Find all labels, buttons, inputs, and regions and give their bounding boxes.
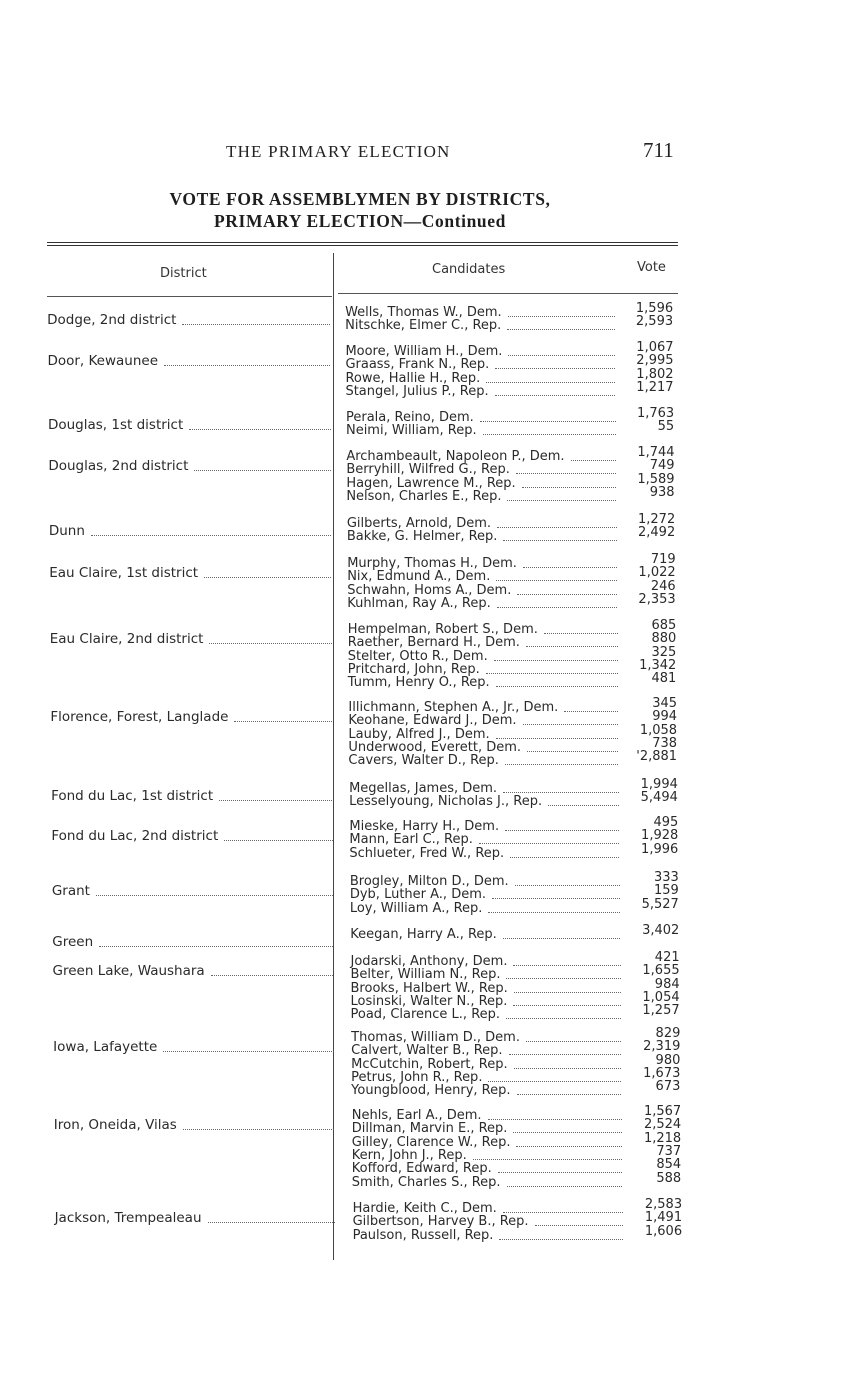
vote-count: 2,583: [644, 1197, 683, 1212]
vote-count: 980: [655, 1052, 681, 1068]
district-leader-dots: [96, 895, 333, 896]
candidate-leader-dots: [473, 1159, 622, 1160]
vote-count: 829: [655, 1026, 681, 1041]
vote-count: 325: [651, 644, 677, 660]
candidate-name: Graass, Frank N., Rep.: [345, 357, 490, 373]
column-header-district: District: [160, 266, 207, 281]
candidate-name: Neimi, William, Rep.: [345, 423, 477, 439]
candidate-leader-dots: [486, 382, 615, 383]
candidate-name: Perala, Reino, Dem.: [345, 410, 474, 425]
candidate-leader-dots: [488, 912, 619, 913]
candidate-leader-dots: [517, 1094, 622, 1095]
candidate-leader-dots: [503, 938, 620, 939]
vote-count: 2,524: [643, 1117, 682, 1133]
table-title-line-2: PRIMARY ELECTION—Continued: [214, 211, 506, 231]
top-rule-double: [47, 245, 678, 246]
candidate-leader-dots: [507, 500, 616, 501]
candidate-name: Megellas, James, Dem.: [349, 781, 498, 796]
vote-count: 1,763: [636, 406, 675, 421]
candidate-name: Bakke, G. Helmer, Rep.: [346, 529, 498, 545]
candidate-leader-dots: [513, 1132, 621, 1133]
column-header-candidates: Candidates: [432, 262, 506, 277]
vote-count: 1,058: [639, 722, 678, 738]
candidate-name: Lauby, Alfred J., Dem.: [348, 726, 490, 742]
candidate-name: Lesselyoung, Nicholas J., Rep.: [349, 794, 543, 810]
vote-count: 880: [651, 631, 677, 647]
candidate-leader-dots: [507, 1186, 622, 1187]
vote-count: 55: [657, 419, 675, 435]
vote-count: 1,218: [643, 1130, 682, 1146]
candidate-name: Mann, Earl C., Rep.: [349, 832, 473, 848]
district-leader-dots: [204, 577, 331, 578]
vote-count: 1,491: [644, 1210, 683, 1226]
candidate-name: Moore, William H., Dem.: [345, 344, 503, 359]
vote-count: 2,492: [638, 525, 676, 541]
candidate-name: Stelter, Otto R., Dem.: [347, 648, 488, 664]
candidate-name: Losinski, Walter N., Rep.: [350, 993, 508, 1009]
district-name: Fond du Lac, 2nd district: [51, 828, 219, 844]
vote-count: 938: [649, 484, 675, 500]
vote-count: 2,593: [635, 314, 674, 330]
vote-count: 1,567: [643, 1104, 682, 1119]
vote-count: 994: [652, 709, 678, 725]
candidate-name: Belter, William N., Rep.: [350, 967, 501, 983]
vote-count: 588: [656, 1170, 682, 1186]
table-title-line-1: VOTE FOR ASSEMBLYMEN BY DISTRICTS,: [169, 189, 551, 209]
candidate-leader-dots: [480, 421, 616, 422]
top-rule: [47, 242, 678, 243]
candidate-leader-dots: [495, 368, 615, 369]
candidate-name: Youngblood, Henry, Rep.: [351, 1083, 511, 1099]
candidate-name: Dillman, Marvin E., Rep.: [351, 1121, 508, 1137]
candidate-name: Murphy, Thomas H., Dem.: [347, 556, 517, 571]
candidate-name: Jodarski, Anthony, Dem.: [350, 954, 508, 969]
candidate-leader-dots: [548, 805, 619, 806]
vote-count: 1,589: [637, 471, 675, 487]
candidate-name: Kuhlman, Ray A., Rep.: [347, 595, 491, 611]
district-leader-dots: [182, 324, 330, 325]
vote-count: 159: [654, 883, 679, 899]
district-name: Fond du Lac, 1st district: [51, 788, 214, 804]
candidate-name: Illichmann, Stephen A., Jr., Dem.: [348, 700, 559, 715]
vote-count: 1,022: [638, 565, 676, 581]
candidate-leader-dots: [496, 738, 619, 739]
candidate-leader-dots: [497, 527, 617, 528]
vote-count: 333: [654, 870, 679, 885]
candidate-leader-dots: [492, 898, 620, 899]
candidate-leader-dots: [507, 329, 615, 330]
candidate-leader-dots: [488, 1119, 622, 1120]
district-name: Grant: [51, 883, 90, 899]
vote-count: 1,217: [636, 379, 674, 395]
candidate-name: Pritchard, John, Rep.: [347, 661, 480, 677]
header-underline-left: [47, 296, 332, 297]
candidate-leader-dots: [517, 594, 617, 595]
candidate-name: Poad, Clarence L., Rep.: [350, 1007, 501, 1023]
candidate-leader-dots: [505, 764, 618, 765]
candidate-name: Thomas, William D., Dem.: [351, 1030, 520, 1045]
district-leader-dots: [189, 429, 330, 430]
district-name: Douglas, 1st district: [47, 417, 184, 433]
candidate-name: Hempelman, Robert S., Dem.: [347, 622, 538, 637]
vote-count: 1,067: [636, 340, 674, 355]
candidate-name: Loy, William A., Rep.: [349, 900, 483, 916]
candidate-name: Hardie, Keith C., Dem.: [352, 1201, 497, 1216]
vote-count: 1,342: [639, 657, 677, 673]
district-name: Florence, Forest, Langlade: [50, 709, 229, 725]
vote-count: 1,802: [636, 366, 674, 382]
vote-count: 1,054: [642, 989, 680, 1005]
district-leader-dots: [194, 470, 330, 471]
candidate-leader-dots: [505, 830, 619, 831]
candidate-leader-dots: [564, 711, 618, 712]
vote-count: 984: [654, 976, 680, 992]
column-header-vote: Vote: [637, 260, 666, 275]
candidate-name: Paulson, Russell, Rep.: [352, 1227, 494, 1243]
vote-count: 2,319: [643, 1039, 681, 1055]
vote-count: 854: [656, 1157, 682, 1173]
candidate-leader-dots: [523, 724, 619, 725]
vote-count: 749: [649, 458, 675, 474]
candidate-name: Hagen, Lawrence M., Rep.: [346, 475, 516, 491]
district-name: Eau Claire, 2nd district: [49, 631, 204, 647]
district-name: Door, Kewaunee: [47, 353, 159, 369]
vote-count: 495: [653, 815, 679, 830]
candidate-leader-dots: [527, 751, 618, 752]
district-leader-dots: [99, 946, 333, 947]
district-name: Iron, Oneida, Vilas: [53, 1117, 177, 1133]
candidate-leader-dots: [513, 1005, 620, 1006]
district-leader-dots: [209, 643, 331, 644]
candidate-name: Wells, Thomas W., Dem.: [345, 305, 502, 320]
candidate-name: Brogley, Milton D., Dem.: [349, 874, 509, 889]
candidate-name: Berryhill, Wilfred G., Rep.: [346, 462, 510, 478]
candidate-name: Petrus, John R., Rep.: [351, 1069, 483, 1085]
candidate-leader-dots: [522, 487, 617, 488]
candidate-leader-dots: [506, 978, 620, 979]
district-leader-dots: [91, 535, 331, 536]
candidate-name: Gilley, Clarence W., Rep.: [351, 1134, 511, 1150]
district-name: Green Lake, Waushara: [52, 963, 205, 979]
vote-count: 1,673: [643, 1065, 681, 1081]
candidate-name: Archambeault, Napoleon P., Dem.: [346, 449, 565, 464]
district-leader-dots: [224, 840, 332, 841]
candidate-name: Nelson, Charles E., Rep.: [346, 488, 502, 504]
district-name: Green: [52, 934, 94, 950]
candidate-leader-dots: [514, 992, 621, 993]
candidate-name: Keegan, Harry A., Rep.: [350, 927, 497, 942]
candidate-name: Keohane, Edward J., Dem.: [348, 713, 517, 729]
candidate-leader-dots: [535, 1225, 623, 1226]
candidate-leader-dots: [499, 1239, 622, 1240]
running-title: THE PRIMARY ELECTION: [226, 142, 451, 161]
candidate-leader-dots: [498, 1172, 622, 1173]
candidate-name: Nehls, Earl A., Dem.: [351, 1108, 482, 1123]
candidate-leader-dots: [516, 1146, 621, 1147]
candidate-leader-dots: [515, 885, 620, 886]
vote-count: 481: [651, 671, 677, 687]
candidate-name: Schlueter, Fred W., Rep.: [349, 845, 505, 861]
candidate-name: Nix, Edmund A., Dem.: [347, 569, 491, 585]
candidate-leader-dots: [488, 1081, 621, 1082]
candidate-leader-dots: [496, 686, 618, 687]
candidate-leader-dots: [495, 395, 616, 396]
vote-count: 2,353: [638, 591, 676, 607]
vote-count: 1,994: [640, 777, 678, 792]
candidate-name: Cavers, Walter D., Rep.: [348, 753, 499, 769]
candidate-name: Rowe, Hallie H., Rep.: [345, 370, 481, 386]
candidate-leader-dots: [516, 473, 616, 474]
candidate-leader-dots: [503, 1212, 623, 1213]
candidate-leader-dots: [496, 580, 617, 581]
vote-count: 3,402: [642, 923, 680, 938]
candidate-name: Schwahn, Homs A., Dem.: [347, 582, 512, 598]
candidate-name: Dyb, Luther A., Dem.: [349, 887, 486, 903]
vote-count: 246: [650, 578, 676, 594]
candidate-leader-dots: [508, 316, 615, 317]
district-leader-dots: [234, 721, 332, 722]
district-leader-dots: [211, 975, 334, 976]
candidate-leader-dots: [497, 607, 617, 608]
candidate-name: Kofford, Edward, Rep.: [351, 1161, 492, 1177]
column-divider: [333, 253, 334, 1260]
candidate-name: Raether, Bernard H., Dem.: [347, 635, 520, 651]
candidate-leader-dots: [544, 633, 618, 634]
candidate-leader-dots: [526, 646, 618, 647]
vote-count: 1,257: [642, 1003, 680, 1019]
vote-count: 1,744: [637, 445, 675, 460]
vote-count: 1,655: [642, 963, 680, 979]
vote-count: 673: [655, 1079, 681, 1095]
district-leader-dots: [164, 365, 330, 366]
vote-count: 737: [656, 1143, 682, 1159]
candidate-name: Smith, Charles S., Rep.: [351, 1174, 501, 1190]
candidate-leader-dots: [509, 1054, 622, 1055]
district-leader-dots: [183, 1129, 334, 1130]
candidate-leader-dots: [523, 567, 617, 568]
vote-count: 719: [650, 552, 676, 567]
vote-count: '2,881: [636, 749, 678, 765]
candidate-leader-dots: [506, 1018, 620, 1019]
district-name: Iowa, Lafayette: [53, 1039, 158, 1055]
candidate-leader-dots: [514, 1068, 622, 1069]
candidate-leader-dots: [479, 843, 620, 844]
candidate-name: Gilberts, Arnold, Dem.: [346, 516, 492, 531]
candidate-leader-dots: [571, 460, 617, 461]
vote-count: 1,606: [644, 1223, 683, 1239]
candidate-leader-dots: [503, 540, 616, 541]
district-name: Jackson, Trempealeau: [54, 1210, 202, 1226]
district-name: Douglas, 2nd district: [48, 458, 189, 474]
district-name: Dodge, 2nd district: [47, 312, 177, 328]
vote-count: 5,494: [640, 790, 678, 806]
candidate-name: Kern, John J., Rep.: [351, 1147, 467, 1163]
vote-count: 1,996: [641, 841, 679, 857]
vote-count: 1,272: [638, 512, 676, 527]
vote-count: 2,995: [636, 353, 674, 369]
vote-count: 685: [651, 618, 677, 633]
candidate-leader-dots: [526, 1041, 621, 1042]
vote-count: 1,596: [635, 301, 674, 316]
district-name: Eau Claire, 1st district: [49, 565, 199, 581]
vote-count: 738: [652, 735, 678, 751]
candidate-leader-dots: [483, 434, 616, 435]
candidate-name: McCutchin, Robert, Rep.: [351, 1056, 508, 1072]
candidate-name: Tumm, Henry O., Rep.: [347, 675, 490, 691]
candidate-name: Gilbertson, Harvey B., Rep.: [352, 1214, 529, 1230]
vote-count: 345: [652, 696, 678, 711]
district-name: Dunn: [48, 523, 85, 539]
vote-count: 5,527: [641, 896, 679, 912]
district-leader-dots: [208, 1222, 335, 1223]
candidate-leader-dots: [494, 660, 618, 661]
page-number: 711: [643, 138, 674, 162]
candidate-name: Calvert, Walter B., Rep.: [351, 1043, 503, 1059]
candidate-name: Brooks, Halbert W., Rep.: [350, 980, 508, 996]
candidate-name: Underwood, Everett, Dem.: [348, 739, 522, 755]
candidate-leader-dots: [486, 673, 618, 674]
candidate-name: Mieske, Harry H., Dem.: [349, 819, 500, 834]
district-leader-dots: [163, 1051, 333, 1052]
candidate-name: Stangel, Julius P., Rep.: [345, 383, 489, 399]
vote-count: 421: [654, 950, 680, 965]
district-leader-dots: [219, 800, 332, 801]
candidate-leader-dots: [508, 355, 615, 356]
candidate-leader-dots: [510, 857, 619, 858]
candidate-leader-dots: [513, 965, 620, 966]
vote-count: 1,928: [641, 828, 679, 844]
candidate-leader-dots: [503, 792, 619, 793]
candidate-name: Nitschke, Elmer C., Rep.: [345, 318, 502, 334]
header-underline-right: [338, 293, 678, 294]
